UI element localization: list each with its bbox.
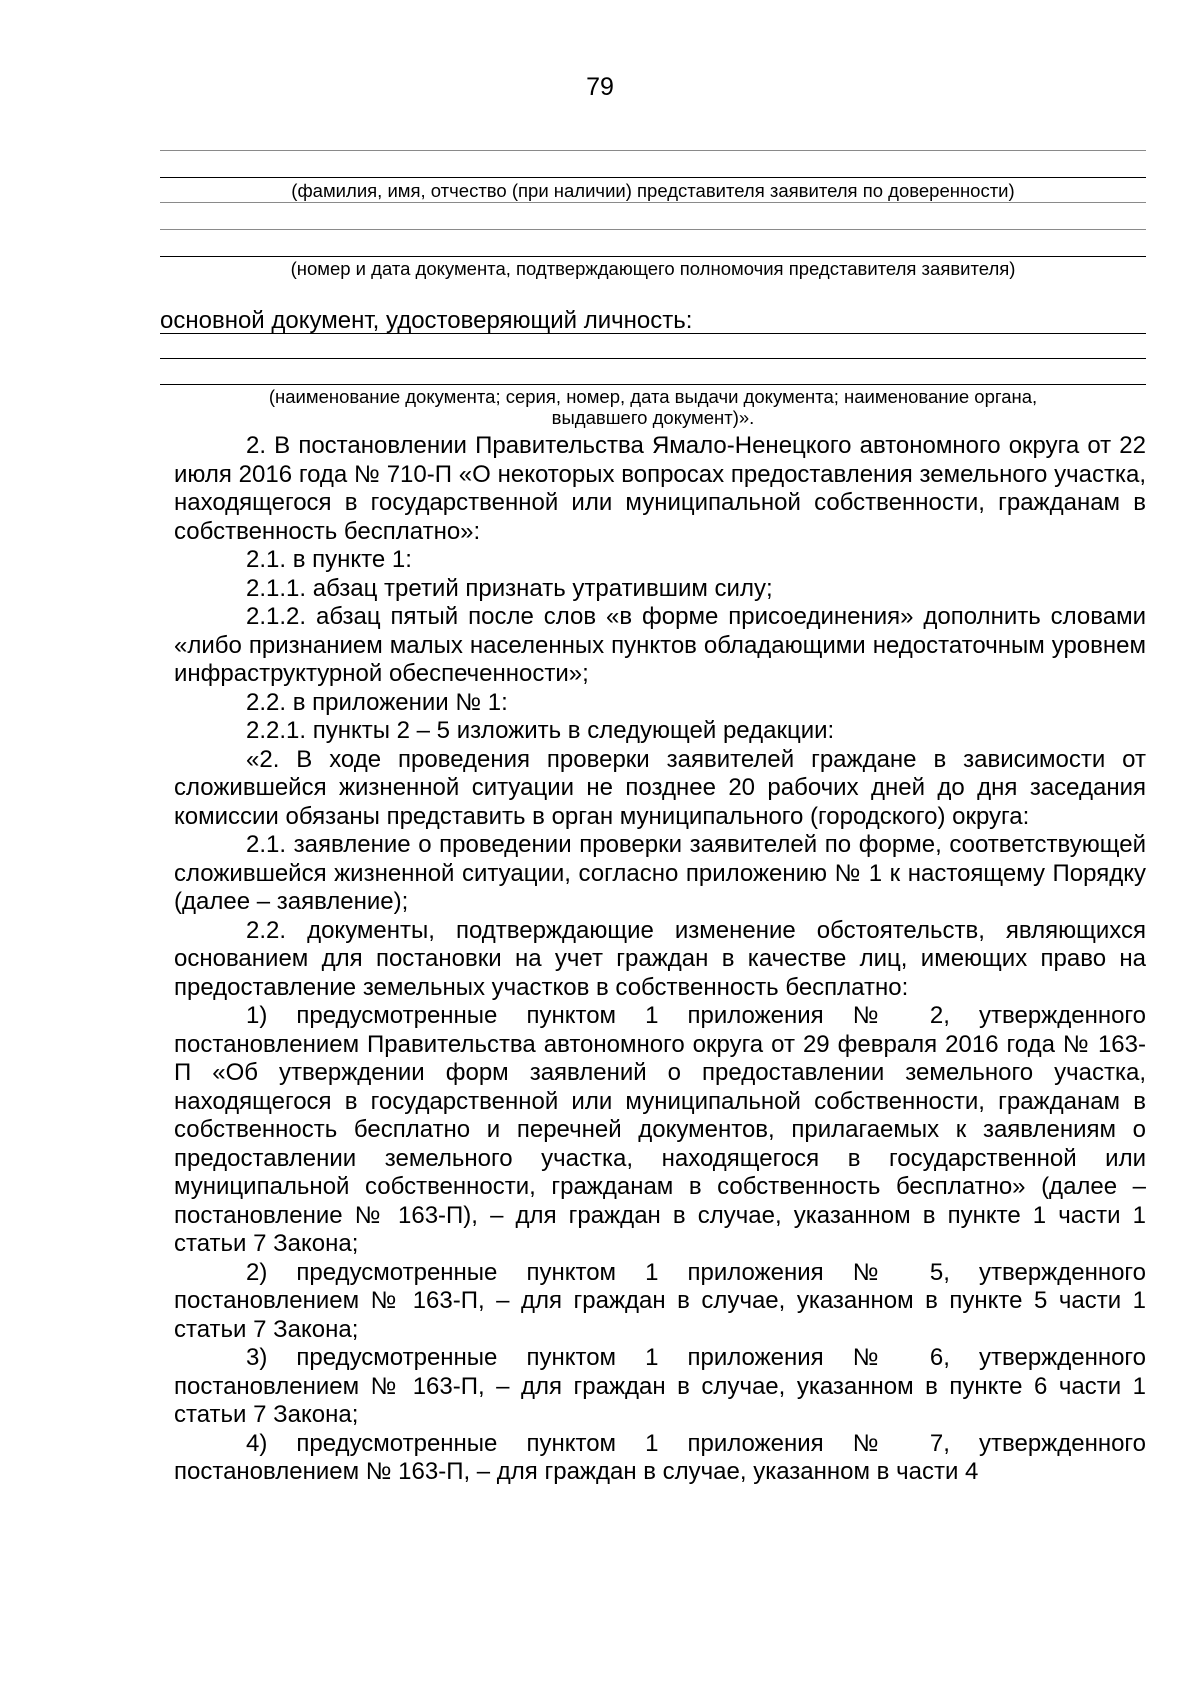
identity-document-label: основной документ, удостоверяющий личность: bbox=[160, 307, 693, 334]
paragraph: 2.1. заявление о проведении проверки заявителей по форме, соответствующей сложившейся жизненной ситуации, согласно приложению № 1 к настоящему Порядку (далее – заявление); bbox=[174, 831, 1146, 915]
paragraph: 4) предусмотренные пунктом 1 приложения № 7, утвержденного постановлением № 163-П, – для граждан в случае, указанном в части 4 bbox=[174, 1429, 1146, 1485]
blank-line bbox=[160, 229, 1146, 230]
identity-line bbox=[160, 358, 1146, 359]
paragraph: 2) предусмотренные пунктом 1 приложения № 5, утвержденного постановлением № 163-П, – для граждан в случае, указанном в пункте 5 части 1 статьи 7 Закона; bbox=[174, 1258, 1146, 1343]
document-body bbox=[174, 432, 1146, 1487]
identity-line bbox=[160, 384, 1146, 385]
page-number: 79 bbox=[586, 73, 614, 101]
paragraph: 2.2. документы, подтверждающие изменение обстоятельств, являющихся основанием для постановки на учет граждан в качестве лиц, имеющих право на предоставление земельных участков в собственность бесплатно: bbox=[174, 916, 1146, 1001]
paragraph: 2.1. в пункте 1: bbox=[246, 546, 412, 573]
authority-doc-caption: (номер и дата документа, подтверждающего полномочия представителя заявителя) bbox=[290, 258, 1016, 279]
paragraph: 2. В постановлении Правительства Ямало-Ненецкого автономного округа от 22 июля 2016 года № 710-П «О некоторых вопросах предоставления земельного участка, находящегося в государственной или муниципальной собственности, гражданам в собственность бесплатно»: bbox=[174, 432, 1146, 545]
representative-caption: (фамилия, имя, отчество (при наличии) представителя заявителя по доверенности) bbox=[291, 180, 1015, 201]
blank-line bbox=[160, 202, 1146, 203]
blank-line bbox=[160, 150, 1146, 151]
paragraph: «2. В ходе проведения проверки заявителей граждане в зависимости от сложившейся жизненной ситуации не позднее 20 рабочих дней до дня заседания комиссии обязаны представить в орган муниципального (городского) округа: bbox=[174, 745, 1146, 830]
paragraph: 2.2.1. пункты 2 – 5 изложить в следующей редакции: bbox=[246, 717, 835, 744]
identity-caption-line2: выдавшего документ)». bbox=[551, 407, 755, 428]
authority-doc-line bbox=[160, 256, 1146, 257]
paragraph: 1) предусмотренные пунктом 1 приложения № 2, утвержденного постановлением Правительства автономного округа от 29 февраля 2016 года № 163-П «Об утверждении форм заявлений о предоставлении земельного участка, находящегося в государственной или муниципальной собственности, гражданам в собственность бесплатно и перечней документов, прилагаемых к заявлениям о предоставлении земельного участка, находящегося в государственной или муниципальной собственности, гражданам в собственность бесплатно» (далее – постановление № 163-П), – для граждан в случае, указанном в пункте 1 части 1 статьи 7 Закона; bbox=[174, 1002, 1146, 1257]
paragraph: 2.2. в приложении № 1: bbox=[246, 688, 508, 716]
representative-name-line bbox=[160, 177, 1146, 178]
identity-line bbox=[160, 333, 1146, 334]
paragraph: 2.1.1. абзац третий признать утратившим силу; bbox=[246, 574, 773, 602]
paragraph: 3) предусмотренные пунктом 1 приложения № 6, утвержденного постановлением № 163-П, – для граждан в случае, указанном в пункте 6 части 1 статьи 7 Закона; bbox=[174, 1344, 1146, 1428]
paragraph: 2.1.2. абзац пятый после слов «в форме присоединения» дополнить словами «либо признанием малых населенных пунктов обладающими недостаточным уровнем инфраструктурной обеспеченности»; bbox=[174, 603, 1146, 687]
identity-caption-line1: (наименование документа; серия, номер, дата выдачи документа; наименование органа, bbox=[268, 386, 1038, 407]
